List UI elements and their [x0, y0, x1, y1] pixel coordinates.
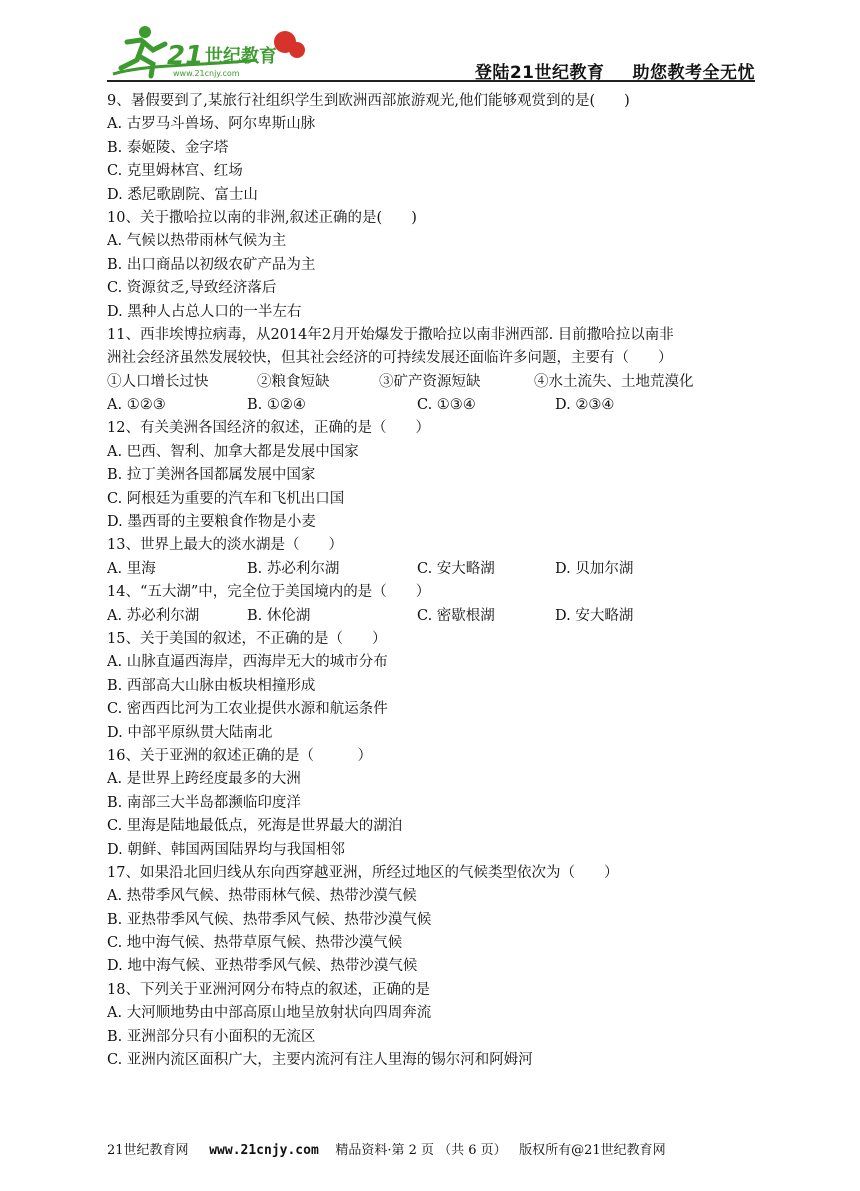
numbered-item: ④水土流失、土地荒漠化 [534, 373, 694, 390]
option: B. 南部三大半岛都濒临印度洋 [107, 794, 301, 811]
question-list [107, 90, 757, 1072]
option: A. 热带季风气候、热带雨林气候、热带沙漠气候 [107, 888, 417, 905]
svg-text:21: 21 [167, 41, 204, 71]
option: B. 拉丁美洲各国都属发展中国家 [107, 467, 316, 484]
option: A. 苏必利尔湖 [107, 607, 200, 624]
numbered-item: ③矿产资源短缺 [379, 373, 481, 390]
option: D. 贝加尔湖 [555, 560, 634, 577]
option: A. 气候以热带雨林气候为主 [107, 233, 287, 250]
footer-site-link[interactable]: www.21cnjy.com [209, 1143, 319, 1158]
option: C. 亚洲内流区面积广大，主要内流河有注人里海的锡尔河和阿姆河 [107, 1052, 533, 1069]
option: D. ②③④ [555, 397, 615, 414]
option: C. 密歇根湖 [417, 607, 495, 624]
option: C. 克里姆林宫、红场 [107, 163, 243, 180]
option: B. 亚洲部分只有小面积的无流区 [107, 1028, 316, 1045]
option: C. 里海是陆地最低点，死海是世界最大的湖泊 [107, 818, 403, 835]
option: B. 亚热带季风气候、热带季风气候、热带沙漠气候 [107, 911, 432, 928]
option: D. 黑种人占总人口的一半左右 [107, 303, 302, 320]
question-stem: 14、“五大湖”中，完全位于美国境内的是（ ） [107, 584, 431, 601]
footer-copyright: 版权所有@21世纪教育网 [519, 1143, 666, 1158]
site-logo [107, 20, 307, 80]
question-stem-continued: 洲社会经济虽然发展较快，但其社会经济的可持续发展还面临许多问题，主要有（ ） [107, 350, 673, 367]
option: A. 大河顺地势由中部高原山地呈放射状向四周奔流 [107, 1005, 432, 1022]
inline-options [107, 605, 757, 628]
option: D. 地中海气候、亚热带季风气候、热带沙漠气候 [107, 958, 418, 975]
option: A. 是世界上跨经度最多的大洲 [107, 771, 301, 788]
option: A. ①②③ [107, 397, 166, 414]
inline-options [107, 558, 757, 581]
question-stem: 18、下列关于亚洲河网分布特点的叙述，正确的是 [107, 981, 430, 998]
question-stem: 9、暑假要到了,某旅行社组织学生到欧洲西部旅游观光,他们能够观赏到的是( ) [107, 93, 630, 109]
footer-left: 21世纪教育网 [107, 1143, 189, 1158]
tagline-right: 助您教考全无忧 [632, 63, 755, 83]
option: D. 墨西哥的主要粮食作物是小麦 [107, 514, 316, 531]
option: D. 中部平原纵贯大陆南北 [107, 724, 273, 741]
option: A. 巴西、智利、加拿大都是发展中国家 [107, 443, 359, 460]
option: D. 安大略湖 [555, 607, 634, 624]
option: C. 资源贫乏,导致经济落后 [107, 280, 277, 297]
option: C. 阿根廷为重要的汽车和飞机出口国 [107, 490, 345, 507]
option: B. 泰姬陵、金字塔 [107, 139, 229, 156]
svg-text:世纪教育: 世纪教育 [205, 46, 277, 67]
tagline-left: 登陆21世纪教育 [474, 63, 605, 83]
svg-text:www.21cnjy.com: www.21cnjy.com [173, 69, 240, 78]
numbered-item: ①人口增长过快 [107, 373, 209, 390]
numbered-items [107, 371, 757, 394]
page-header [107, 20, 755, 82]
inline-options [107, 394, 757, 417]
option: A. 古罗马斗兽场、阿尔卑斯山脉 [107, 116, 316, 133]
header-divider [107, 80, 755, 82]
numbered-item: ②粮食短缺 [257, 373, 330, 390]
option: C. ①③④ [417, 397, 476, 414]
question-stem: 10、关于撒哈拉以南的非洲,叙述正确的是( ) [107, 209, 417, 226]
footer-page-info: 精品资料·第 2 页 （共 6 页） [335, 1143, 507, 1158]
question-stem: 11、西非埃博拉病毒，从2014年2月开始爆发于撒哈拉以南非洲西部. 目前撒哈拉以南非 [107, 326, 674, 343]
page-footer [107, 1139, 757, 1158]
option: C. 地中海气候、热带草原气候、热带沙漠气候 [107, 935, 403, 952]
question-stem: 17、如果沿北回归线从东向西穿越亚洲，所经过地区的气候类型依次为（ ） [107, 864, 619, 881]
option: A. 山脉直逼西海岸，西海岸无大的城市分布 [107, 654, 388, 671]
option: A. 里海 [107, 560, 156, 577]
option: B. 苏必利尔湖 [247, 560, 340, 577]
option: D. 朝鲜、韩国两国陆界均与我国相邻 [107, 841, 345, 858]
option: B. 休伦湖 [247, 607, 311, 624]
question-stem: 12、有关美洲各国经济的叙述，正确的是（ ） [107, 420, 430, 437]
option: B. 出口商品以初级农矿产品为主 [107, 256, 316, 273]
option: B. ①②④ [247, 397, 306, 414]
question-stem: 15、关于美国的叙述，不正确的是（ ） [107, 630, 387, 647]
option: C. 安大略湖 [417, 560, 495, 577]
option: C. 密西西比河为工农业提供水源和航运条件 [107, 701, 388, 718]
option: B. 西部高大山脉由板块相撞形成 [107, 677, 316, 694]
option: D. 悉尼歌剧院、富士山 [107, 186, 258, 203]
question-stem: 13、世界上最大的淡水湖是（ ） [107, 537, 343, 554]
question-stem: 16、关于亚洲的叙述正确的是（ ） [107, 747, 372, 764]
